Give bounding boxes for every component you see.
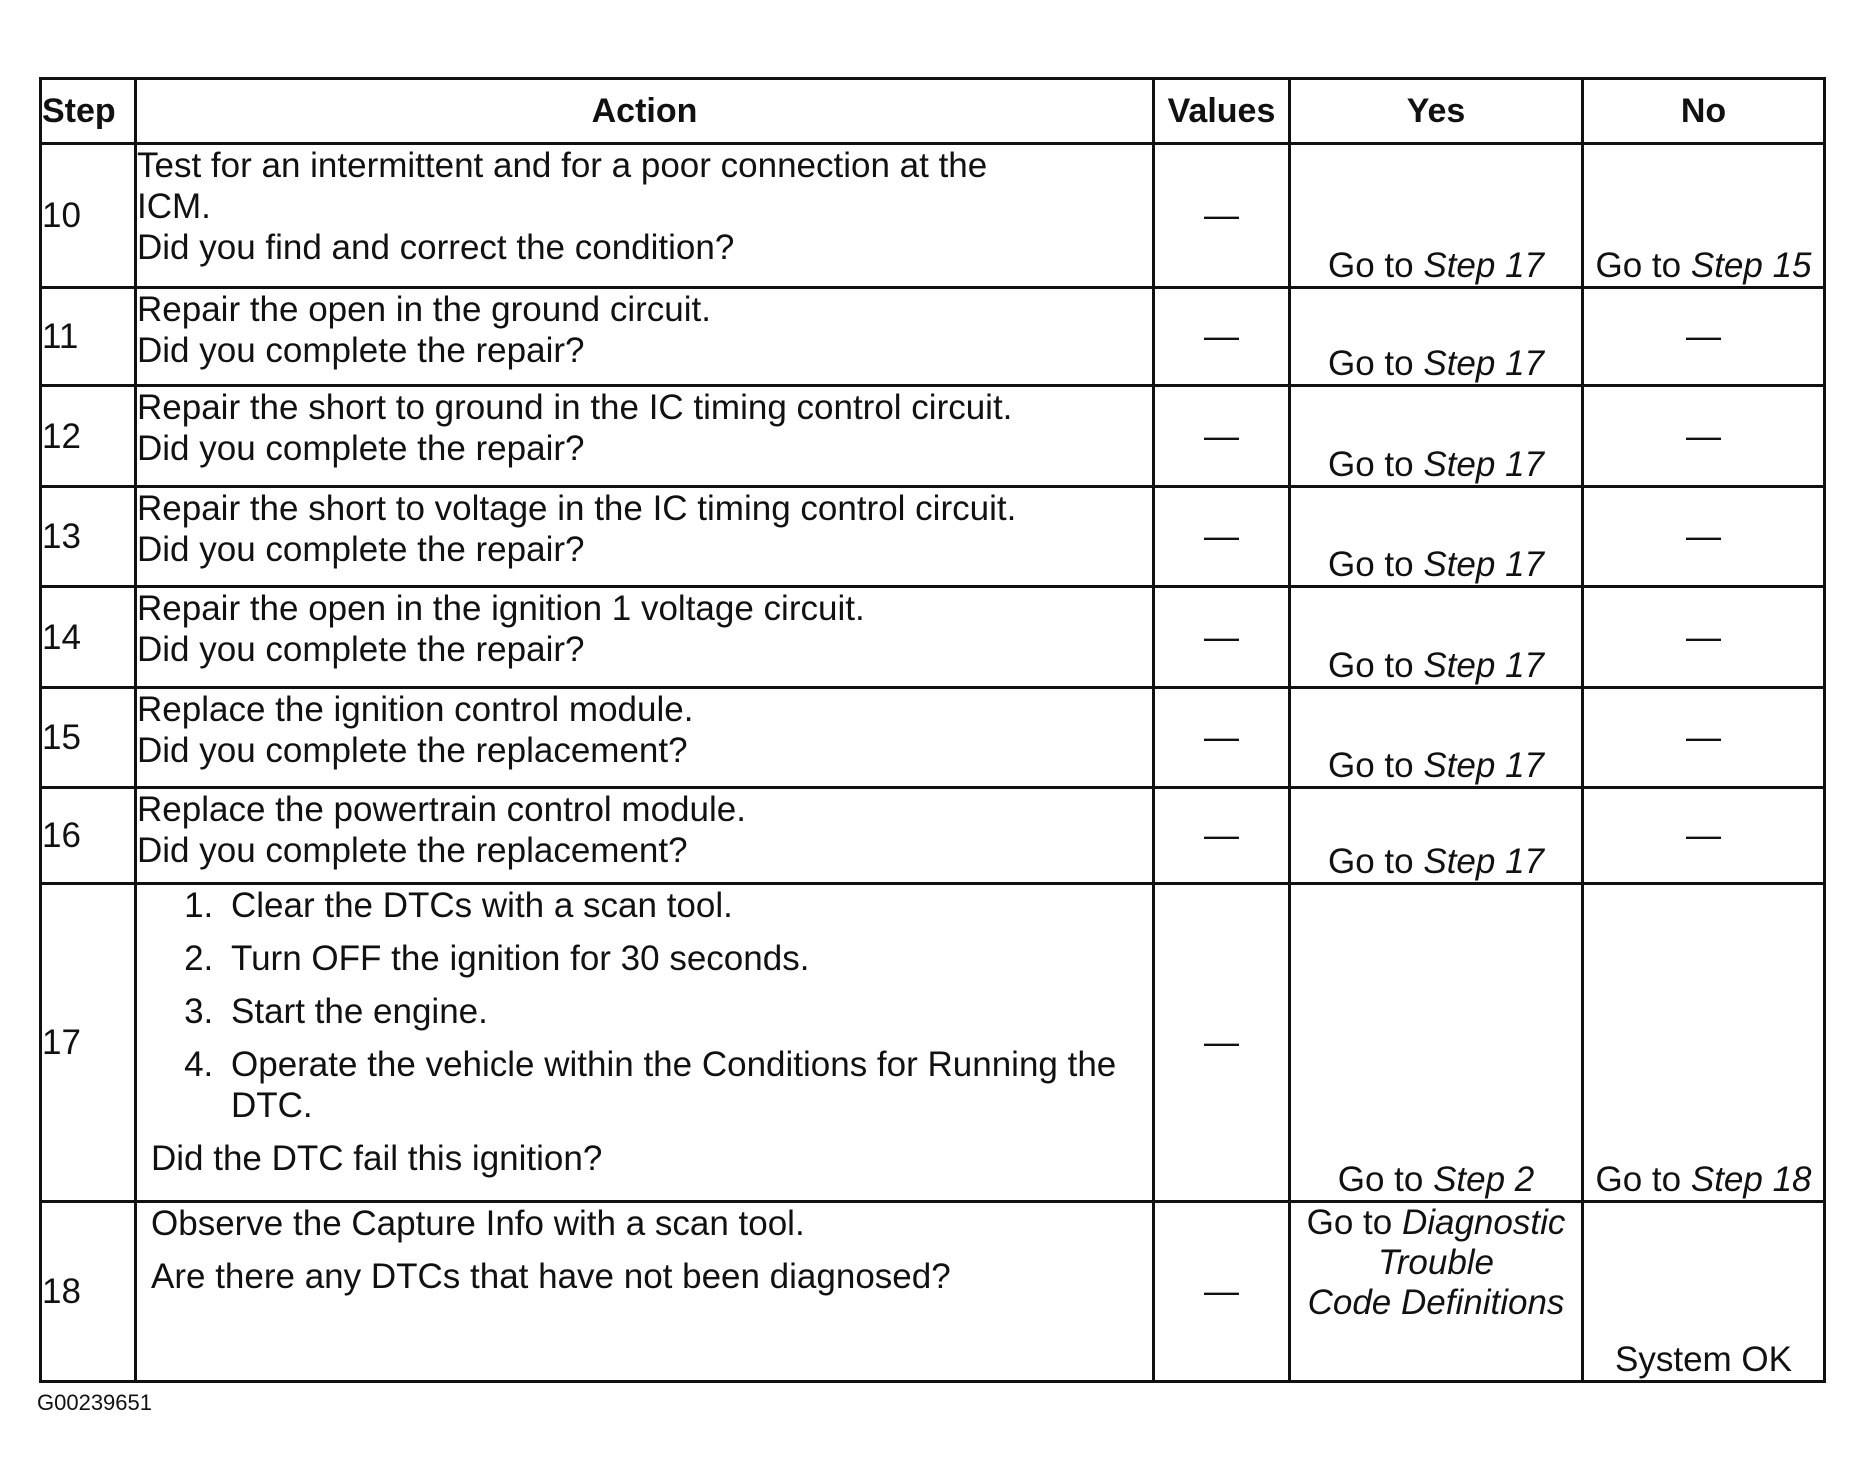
no-cell: — <box>1583 688 1825 788</box>
step-number: 12 <box>41 386 136 487</box>
action-cell <box>136 688 1154 788</box>
procedure-item: 3. Start the engine. <box>223 991 1152 1032</box>
action-line: Did you find and correct the condition? <box>137 228 735 267</box>
no-step-link[interactable]: Step 18 <box>1690 1160 1812 1199</box>
procedure-item: 2. Turn OFF the ignition for 30 seconds. <box>223 938 1152 979</box>
action-cell <box>136 386 1154 487</box>
header-no: No <box>1583 79 1825 144</box>
no-cell: — <box>1583 487 1825 587</box>
table-row <box>41 788 1825 884</box>
yes-link-line[interactable]: Diagnostic <box>1401 1203 1566 1242</box>
yes-cell[interactable] <box>1290 288 1583 386</box>
header-action: Action <box>136 79 1154 144</box>
header-step: Step <box>41 79 136 144</box>
yes-link-line[interactable]: Code Definitions <box>1307 1283 1565 1322</box>
values-cell: — <box>1154 386 1290 487</box>
yes-step-link[interactable]: Step 2 <box>1433 1160 1535 1199</box>
table-row <box>41 587 1825 688</box>
action-cell <box>136 1202 1154 1382</box>
step-number: 16 <box>41 788 136 884</box>
action-line: Repair the short to ground in the IC timing control circuit. <box>137 388 1013 427</box>
step-number: 18 <box>41 1202 136 1382</box>
values-cell: — <box>1154 788 1290 884</box>
diagnostic-table <box>39 77 1826 1383</box>
step-number: 10 <box>41 144 136 288</box>
action-line: Repair the open in the ignition 1 voltage circuit. <box>137 589 865 628</box>
yes-cell[interactable] <box>1290 688 1583 788</box>
action-cell <box>136 788 1154 884</box>
yes-link-line[interactable]: Trouble <box>1377 1243 1495 1282</box>
action-line: Observe the Capture Info with a scan tool. <box>151 1204 805 1243</box>
no-cell: — <box>1583 587 1825 688</box>
yes-cell[interactable] <box>1290 884 1583 1202</box>
values-cell: — <box>1154 884 1290 1202</box>
action-line: Repair the short to voltage in the IC timing control circuit. <box>137 489 1017 528</box>
action-line: Did you complete the replacement? <box>137 731 688 770</box>
go-to-text: Go to <box>1328 545 1414 584</box>
procedure-list <box>151 885 1152 1126</box>
go-to-text: Go to <box>1328 842 1414 881</box>
action-cell <box>136 884 1154 1202</box>
figure-id: G00239651 <box>37 1390 152 1415</box>
action-line: Did you complete the repair? <box>137 331 585 370</box>
values-cell: — <box>1154 288 1290 386</box>
yes-step-link[interactable]: Step 17 <box>1423 445 1544 484</box>
go-to-text: Go to <box>1328 746 1414 785</box>
action-line: Replace the ignition control module. <box>137 690 694 729</box>
table-row <box>41 688 1825 788</box>
action-question: Did the DTC fail this ignition? <box>151 1139 603 1178</box>
values-cell: — <box>1154 1202 1290 1382</box>
yes-cell[interactable] <box>1290 587 1583 688</box>
values-cell: — <box>1154 587 1290 688</box>
step-number: 11 <box>41 288 136 386</box>
action-cell <box>136 288 1154 386</box>
action-line: Did you complete the replacement? <box>137 831 688 870</box>
go-to-text: Go to <box>1328 646 1414 685</box>
table-row <box>41 1202 1825 1382</box>
go-to-text: Go to <box>1328 445 1414 484</box>
no-cell: — <box>1583 386 1825 487</box>
yes-step-link[interactable]: Step 17 <box>1423 842 1544 881</box>
header-yes: Yes <box>1290 79 1583 144</box>
action-line: Repair the open in the ground circuit. <box>137 290 711 329</box>
step-number: 13 <box>41 487 136 587</box>
no-cell: — <box>1583 288 1825 386</box>
go-to-text: Go to <box>1595 246 1682 285</box>
yes-cell[interactable] <box>1290 386 1583 487</box>
yes-step-link[interactable]: Step 17 <box>1423 246 1544 285</box>
table-row <box>41 144 1825 288</box>
procedure-item: 1. Clear the DTCs with a scan tool. <box>223 885 1152 926</box>
go-to-text: Go to <box>1328 344 1414 383</box>
yes-cell[interactable] <box>1290 1202 1583 1382</box>
yes-cell[interactable] <box>1290 487 1583 587</box>
action-line: Did you complete the repair? <box>137 530 585 569</box>
action-line: Did you complete the repair? <box>137 630 585 669</box>
values-cell: — <box>1154 144 1290 288</box>
yes-step-link[interactable]: Step 17 <box>1423 344 1544 383</box>
go-to-text: Go to <box>1328 246 1414 285</box>
action-cell <box>136 144 1154 288</box>
yes-cell[interactable] <box>1290 144 1583 288</box>
table-row <box>41 386 1825 487</box>
yes-cell[interactable] <box>1290 788 1583 884</box>
yes-step-link[interactable]: Step 17 <box>1423 746 1544 785</box>
values-cell: — <box>1154 688 1290 788</box>
yes-step-link[interactable]: Step 17 <box>1423 545 1544 584</box>
step-number: 14 <box>41 587 136 688</box>
action-line: Did you complete the repair? <box>137 429 585 468</box>
action-line: Test for an intermittent and for a poor connection at the <box>137 146 988 185</box>
go-to-text: Go to <box>1337 1160 1424 1199</box>
go-to-text: Go to <box>1306 1203 1393 1242</box>
header-row <box>41 79 1825 144</box>
go-to-text: Go to <box>1595 1160 1682 1199</box>
no-step-link[interactable]: Step 15 <box>1690 246 1812 285</box>
no-cell[interactable] <box>1583 144 1825 288</box>
yes-step-link[interactable]: Step 17 <box>1423 646 1544 685</box>
step-number: 15 <box>41 688 136 788</box>
action-line: Replace the powertrain control module. <box>137 790 746 829</box>
table-row <box>41 288 1825 386</box>
procedure-item: 4. Operate the vehicle within the Conditions for Running the DTC. <box>223 1044 1152 1126</box>
action-cell <box>136 487 1154 587</box>
action-line: ICM. <box>137 187 211 226</box>
values-cell: — <box>1154 487 1290 587</box>
step-number: 17 <box>41 884 136 1202</box>
table-row <box>41 487 1825 587</box>
action-cell <box>136 587 1154 688</box>
table-row <box>41 884 1825 1202</box>
no-cell[interactable] <box>1583 884 1825 1202</box>
header-values: Values <box>1154 79 1290 144</box>
no-cell: System OK <box>1583 1202 1825 1382</box>
no-cell: — <box>1583 788 1825 884</box>
action-line: Are there any DTCs that have not been diagnosed? <box>151 1257 951 1296</box>
